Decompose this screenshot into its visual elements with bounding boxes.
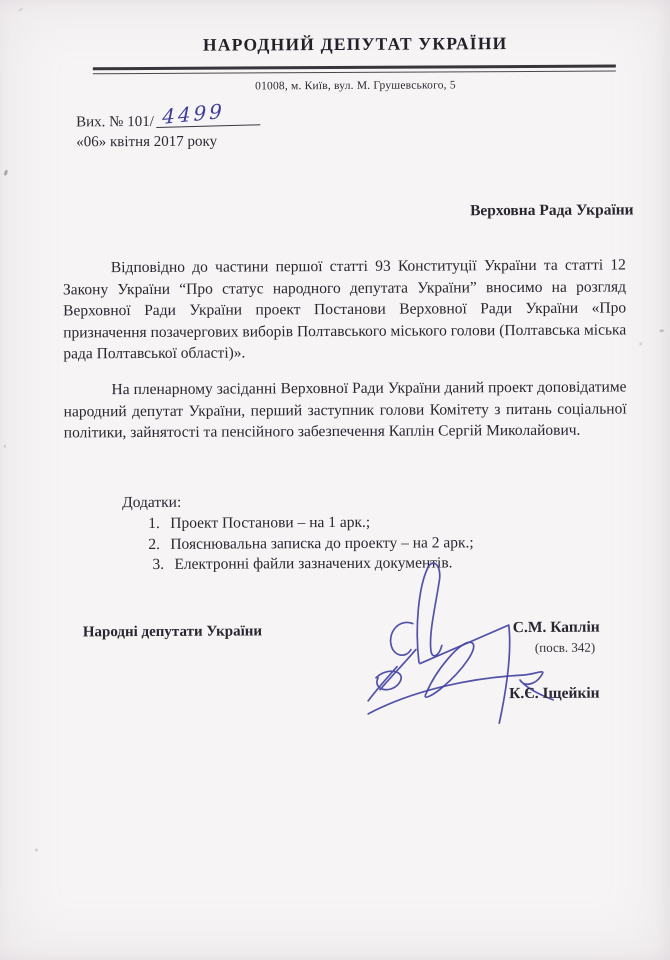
attachment-number: 2. <box>148 535 161 553</box>
outgoing-number-line <box>76 98 260 131</box>
body-paragraph-1: Відповідно до частини першої статті 93 Конституції України та статті 12 Закону України “Про статус народного депутата України” вносимо на розгляд Верховної Ради України проект Постанови Верховної Ради України «Про призначення позачергових виборів Полтавського міського голови (Полтавська міська рада Полтавської області)». <box>62 256 627 363</box>
scan-speck <box>35 849 38 852</box>
signer-name-ishcheikin: К.Є. Іщейкін <box>509 684 600 703</box>
scan-speck <box>639 342 642 345</box>
attachments-label: Додатки: <box>122 493 182 512</box>
scan-speck <box>3 169 8 176</box>
letterhead-title: НАРОДНИЙ ДЕПУТАТ УКРАЇНИ <box>202 33 508 55</box>
signatories-title: Народні депутати України <box>82 623 263 641</box>
letterhead-divider-line <box>93 65 616 75</box>
outgoing-number-underline <box>156 98 260 129</box>
attachment-number: 3. <box>152 555 165 573</box>
attachment-text: Пояснювальна записка до проекту – на 2 арк.; <box>170 533 474 553</box>
outgoing-number-label: Вих. № 101/ <box>76 113 154 131</box>
attachment-text: Проект Постанови – на 1 арк.; <box>170 513 371 532</box>
signer-credential-note: (посв. 342) <box>534 639 596 655</box>
scan-speck <box>659 329 664 332</box>
handwritten-outgoing-number: 4499 <box>161 98 225 129</box>
attachment-number: 1. <box>148 514 160 532</box>
attachment-text: Електронні файли зазначених документів. <box>174 554 453 573</box>
body-paragraph-2: На пленарному засіданні Верховної Ради України даний проект доповідатиме народний депутат України, перший заступник голови Комітету з питань соціальної політики, зайнятості та пенсійного забезпечення Каплін Сергій Миколайович. <box>63 378 627 442</box>
scan-speck <box>4 445 6 448</box>
signer-name-kaplin: С.М. Каплін <box>512 618 600 637</box>
letter-date: «06» квітня 2017 року <box>76 133 218 151</box>
attachment-item <box>148 512 473 534</box>
scan-speck <box>18 7 24 12</box>
letterhead-address: 01008, м. Київ, вул. М. Грушевського, 5 <box>255 79 456 93</box>
addressee: Верховна Рада України <box>470 201 634 220</box>
